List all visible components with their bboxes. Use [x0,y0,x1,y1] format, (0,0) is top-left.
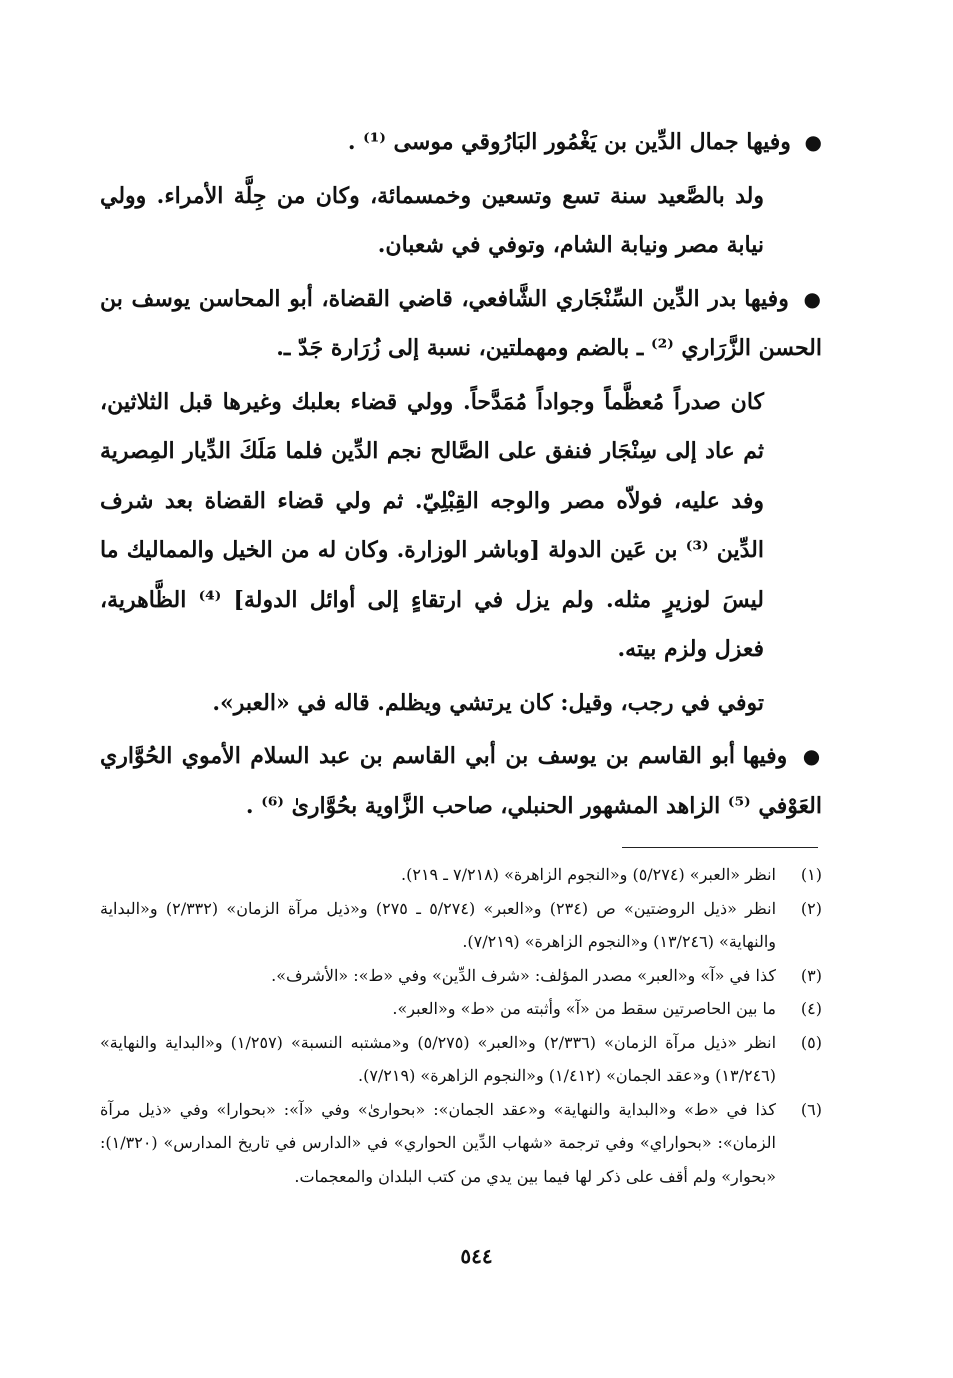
entry-jamal-al-din [100,118,822,168]
footnote-text: كذا في «ط» و«البداية والنهاية» و«عقد الجمان»: «بحوارىٰ» وفي «آ»: «بحوارا» وفي «ذيل مرآة الزمان»: «بحواراي» وفي ترجمة «شهاب الدِّين الحواري» في «الدارس في تاريخ المدارس» (١/٣٢٠): «بحوار» ولم أقف على ذكر لها فيما بين يدي من كتب البلدان والمعجمات. [100,1099,776,1186]
footnote-text: انظر «ذيل مرآة الزمان» (٢/٣٣٦) و«العبر» (٥/٢٧٥) و«مشتبه النسبة» (١/٢٥٧) و«البداية والنهاية» (١٣/٢٤٦) و«عقد الجمان» (١/٤١٢) و«النجوم الزاهرة» (٧/٢١٩). [100,1032,777,1085]
entry-badr-al-din [100,275,822,374]
footnote [100,1093,822,1194]
footnote-divider [622,847,818,848]
page-number: ٥٤٤ [460,1244,493,1268]
entry-text: وفيها أبو القاسم بن يوسف بن أبي القاسم بن عبد السلام الأموي الحُوَّاري العَوْفي ⁽⁵⁾ الزاهد المشهور الحنبلي، صاحب الزَّاوية بحُوَّارىٰ ⁽⁶⁾ . [100,743,822,819]
paragraph-biography: كان صدراً مُعظَّماً وجواداً مُمَدَّحاً. وولي قضاء بعلبك وغيرها قبل الثلاثين، ثم عاد إلى سِنْجَار فنفق على الصَّالح نجم الدِّين فلما مَلَكَ الدِّيار المِصرية وفد عليه، فولاّه مصر والوجه القِبْلِيّ. ثم ولي قضاء القضاة بعد شرف الدِّين ⁽³⁾ بن عَين الدولة [وباشر الوزارة. وكان له من الخيل والمماليك ما ليسَ لوزيرٍ مثله. ولم يزل في ارتقاءٍ إلى أوائل الدولة] ⁽⁴⁾ الظَّاهرية، فعزل ولزم بيته. [100,388,764,662]
footnote-number: (٦) [800,1099,822,1119]
paragraph-birth-death: ولد بالصَّعيد سنة تسع وتسعين وخمسمائة، وكان من جِلَّة الأمراء. وولي نيابة مصر ونيابة الشام، وتوفي في شعبان. [100,182,764,258]
footnote-text: كذا في «آ» و«العبر» مصدر المؤلف: «شرف الدِّين» وفي «ط»: «الأشرف». [271,965,776,985]
bullet-marker: ● [804,130,822,154]
entry-text: وفيها بدر الدِّين السِّنْجَاري الشَّافعي، قاضي القضاة، أبو المحاسن يوسف بن الحسن الزَّرَاري ⁽²⁾ ـ بالضم ومهملتين، نسبة إلى زُرَارة جَدّ ـ. [100,285,822,361]
entry-abu-al-qasim [100,732,822,831]
footnote-number: (٢) [800,898,822,918]
bullet-marker: ● [802,744,823,768]
footnote [100,959,822,993]
entry-text: وفيها جمال الدِّين بن يَغْمُور البَارُوقي موسى ⁽¹⁾ . [347,129,791,155]
footnote [100,858,822,892]
footnote-number: (٣) [800,965,822,985]
footnote [100,992,822,1026]
bullet-marker: ● [803,286,822,311]
footnote [100,892,822,959]
footnote [100,1026,822,1093]
footnote-number: (٥) [800,1032,822,1052]
footnote-text: ما بين الحاصرتين سقط من «آ» وأثبته من «ط» و«العبر». [392,999,776,1018]
footnotes [100,858,822,1193]
paragraph-death: توفي في رجب، وقيل: كان يرتشي ويظلم. قاله في «العبر». [212,689,764,716]
footnote-text: انظر «العبر» (٥/٢٧٤) و«النجوم الزاهرة» (٧/٢١٨ ـ ٢١٩). [401,865,776,884]
footnote-number: (١) [800,865,822,884]
main-text [100,118,822,835]
footnote-number: (٤) [800,999,822,1018]
footnote-text: انظر «ذيل الروضتين» ص (٢٣٤) و«العبر» (٥/٢٧٤ ـ ٢٧٥) و«ذيل مرآة الزمان» (٢/٣٣٢) و«البداية والنهاية» (١٣/٢٤٦) و«النجوم الزاهرة» (٧/٢١٩). [100,898,777,951]
